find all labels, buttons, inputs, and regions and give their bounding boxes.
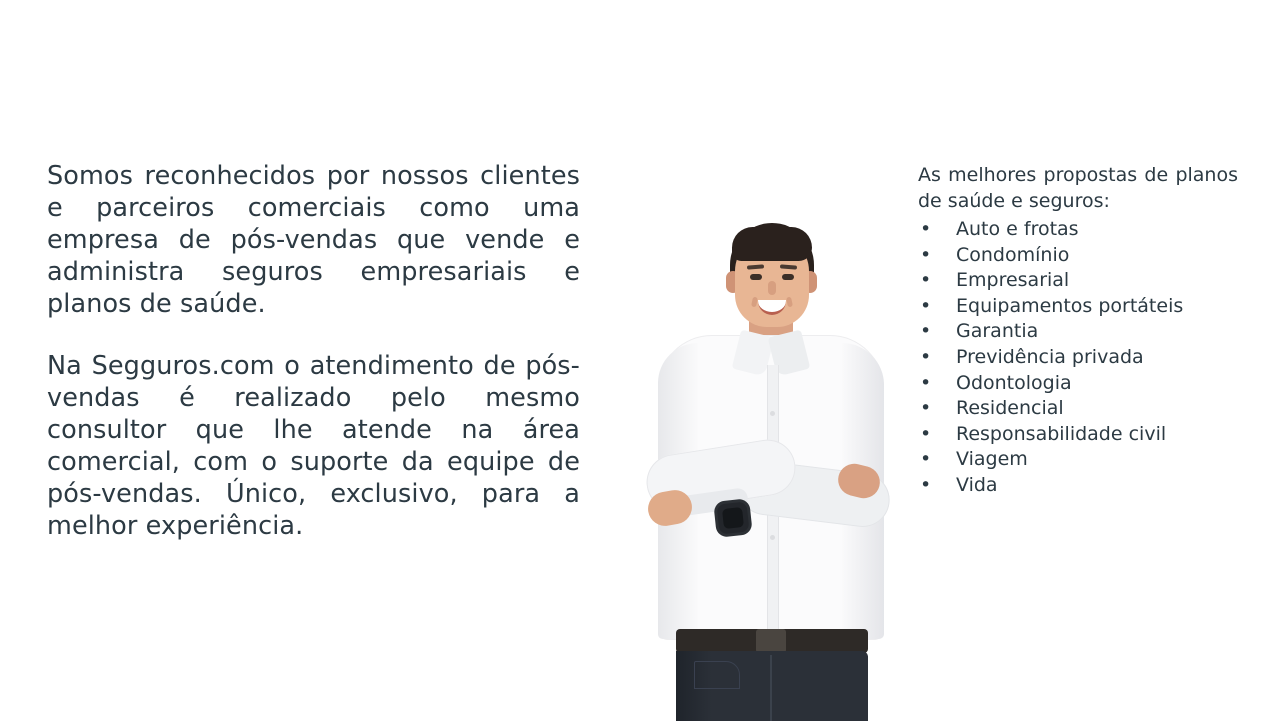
photo-jeans-seam xyxy=(770,655,772,721)
photo-nose xyxy=(768,281,776,295)
offers-list xyxy=(918,217,1238,499)
paragraph-1-tail: empresariais e planos de saúde. xyxy=(47,257,580,319)
paragraph-aftersales-service xyxy=(47,350,580,542)
photo-wristwatch-face xyxy=(722,507,744,529)
left-text-column xyxy=(47,160,580,542)
bullet-icon: • xyxy=(920,397,932,420)
offers-heading xyxy=(918,163,1238,214)
paragraph-2-main: Na Segguros.com o atendimento de pós-vendas é realizado pelo mesmo consultor que lhe atende na área comercial, com o suporte da equipe de pós-vendas. Único, exclusivo, para a xyxy=(47,351,580,509)
list-item xyxy=(918,294,1238,320)
list-item-label: Equipamentos portáteis xyxy=(956,294,1184,317)
list-item-label: Auto e frotas xyxy=(956,218,1079,240)
list-item xyxy=(918,447,1238,473)
list-item-label: Garantia xyxy=(956,320,1039,343)
bullet-icon: • xyxy=(920,473,932,496)
offers-heading-tail: planos de saúde e seguros: xyxy=(918,164,1239,212)
photo-shirt-button-1 xyxy=(770,411,775,416)
bullet-icon: • xyxy=(920,320,932,343)
bullet-icon: • xyxy=(920,448,932,471)
bullet-icon: • xyxy=(920,345,932,368)
list-item xyxy=(918,396,1238,422)
list-item xyxy=(918,243,1238,269)
list-item-label: Odontologia xyxy=(956,371,1072,394)
bullet-icon: • xyxy=(920,218,932,240)
bullet-icon: • xyxy=(920,422,932,445)
photo-jeans-pocket xyxy=(694,661,740,689)
photo-belt-buckle xyxy=(756,629,786,653)
paragraph-1-main: Somos reconhecidos por nossos clientes e parceiros comerciais como uma empresa de pós-vendas que vende e administra seguros xyxy=(47,161,580,287)
list-item-label: Responsabilidade civil xyxy=(956,422,1167,445)
bullet-icon: • xyxy=(920,269,932,292)
paragraph-2-tail: melhor experiência. xyxy=(47,511,304,541)
right-offers-column xyxy=(918,163,1238,499)
photo-eye-right xyxy=(782,274,794,280)
photo-eye-left xyxy=(750,274,762,280)
bullet-icon: • xyxy=(920,371,932,394)
paragraph-about-company xyxy=(47,160,580,320)
list-item xyxy=(918,217,1238,243)
list-item-label: Vida xyxy=(956,473,998,496)
list-item-label: Residencial xyxy=(956,397,1064,420)
list-item-label: Empresarial xyxy=(956,269,1070,292)
list-item-label: Viagem xyxy=(956,448,1028,471)
consultant-photo xyxy=(620,215,920,720)
list-item-label: Previdência privada xyxy=(956,345,1144,368)
list-item xyxy=(918,371,1238,397)
bullet-icon: • xyxy=(920,294,932,317)
photo-hair-fringe xyxy=(732,227,812,261)
bullet-icon: • xyxy=(920,243,932,266)
list-item xyxy=(918,422,1238,448)
photo-shirt-button-3 xyxy=(770,535,775,540)
offers-heading-main: As melhores propostas de xyxy=(918,164,1169,186)
list-item xyxy=(918,268,1238,294)
list-item-label: Condomínio xyxy=(956,243,1070,266)
list-item xyxy=(918,319,1238,345)
list-item xyxy=(918,473,1238,499)
list-item xyxy=(918,345,1238,371)
